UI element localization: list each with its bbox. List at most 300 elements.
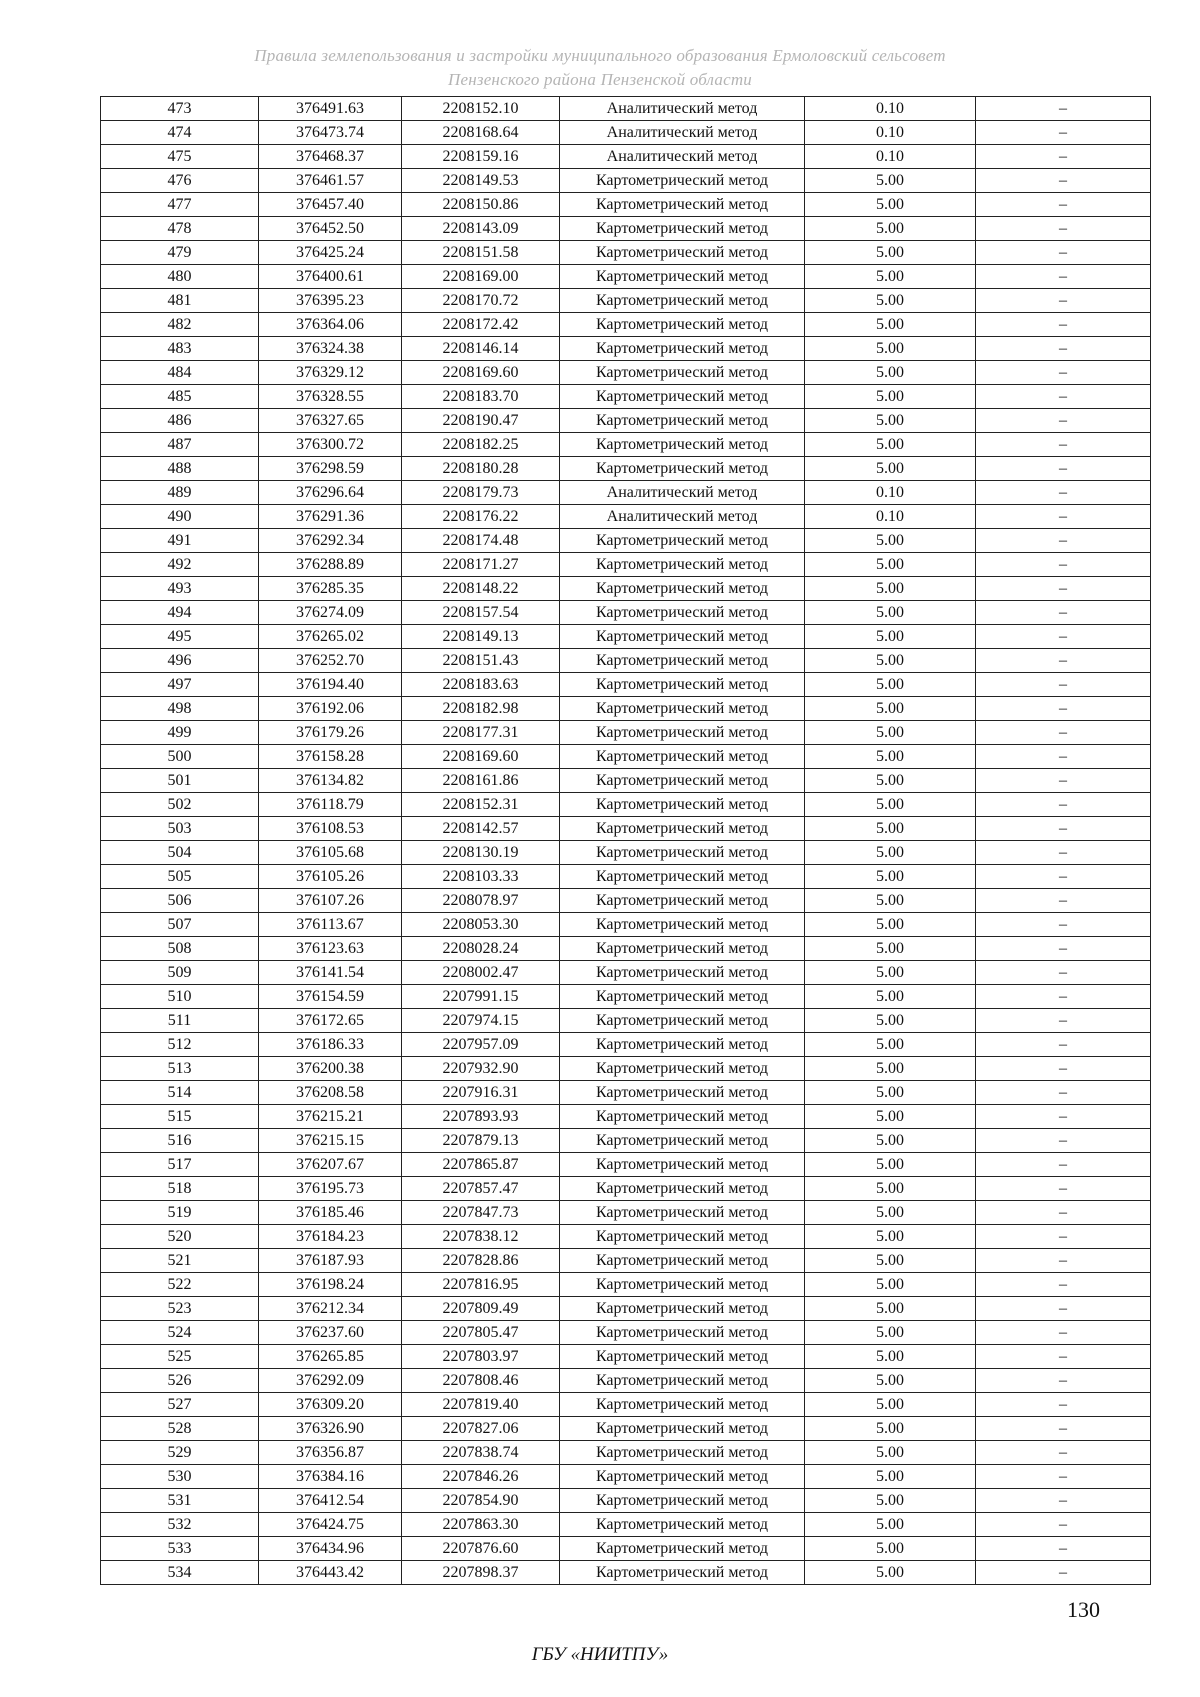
cell-coordinate-y: 2208176.22 [402,505,560,529]
cell-point-number: 485 [101,385,259,409]
table-row [101,1465,1151,1489]
cell-accuracy: 5.00 [805,793,976,817]
cell-accuracy: 5.00 [805,913,976,937]
cell-method: Картометрический метод [560,457,805,481]
page-number: 130 [1067,1597,1100,1622]
cell-coordinate-x: 376195.73 [259,1177,402,1201]
cell-coordinate-x: 376324.38 [259,337,402,361]
cell-accuracy: 5.00 [805,553,976,577]
cell-point-number: 480 [101,265,259,289]
cell-method: Картометрический метод [560,1513,805,1537]
cell-coordinate-x: 376265.02 [259,625,402,649]
cell-note: – [976,1201,1151,1225]
cell-note: – [976,1249,1151,1273]
cell-coordinate-y: 2208170.72 [402,289,560,313]
cell-coordinate-x: 376473.74 [259,121,402,145]
cell-point-number: 500 [101,745,259,769]
cell-coordinate-y: 2208169.60 [402,361,560,385]
cell-method: Картометрический метод [560,1153,805,1177]
cell-coordinate-x: 376187.93 [259,1249,402,1273]
table-row [101,745,1151,769]
table-row [101,1513,1151,1537]
cell-note: – [976,937,1151,961]
cell-coordinate-y: 2208168.64 [402,121,560,145]
cell-point-number: 523 [101,1297,259,1321]
cell-coordinate-y: 2207803.97 [402,1345,560,1369]
cell-point-number: 491 [101,529,259,553]
table-row [101,1537,1151,1561]
table-row [101,1057,1151,1081]
table-row [101,1561,1151,1585]
table-row [101,1105,1151,1129]
cell-method: Картометрический метод [560,1465,805,1489]
cell-point-number: 490 [101,505,259,529]
cell-accuracy: 5.00 [805,841,976,865]
cell-coordinate-y: 2207819.40 [402,1393,560,1417]
cell-coordinate-x: 376158.28 [259,745,402,769]
cell-note: – [976,1129,1151,1153]
cell-note: – [976,673,1151,697]
cell-note: – [976,1057,1151,1081]
cell-method: Картометрический метод [560,241,805,265]
cell-method: Картометрический метод [560,169,805,193]
cell-coordinate-x: 376395.23 [259,289,402,313]
cell-coordinate-x: 376134.82 [259,769,402,793]
cell-method: Картометрический метод [560,553,805,577]
cell-coordinate-x: 376364.06 [259,313,402,337]
table-row [101,553,1151,577]
cell-coordinate-y: 2207957.09 [402,1033,560,1057]
cell-method: Картометрический метод [560,1177,805,1201]
cell-method: Картометрический метод [560,841,805,865]
cell-note: – [976,145,1151,169]
cell-note: – [976,1273,1151,1297]
cell-accuracy: 5.00 [805,865,976,889]
cell-coordinate-y: 2207827.06 [402,1417,560,1441]
cell-coordinate-y: 2208103.33 [402,865,560,889]
cell-accuracy: 5.00 [805,193,976,217]
cell-accuracy: 5.00 [805,1009,976,1033]
cell-coordinate-x: 376292.09 [259,1369,402,1393]
cell-accuracy: 5.00 [805,1129,976,1153]
cell-note: – [976,985,1151,1009]
cell-point-number: 503 [101,817,259,841]
cell-point-number: 512 [101,1033,259,1057]
cell-method: Картометрический метод [560,961,805,985]
cell-note: – [976,529,1151,553]
cell-coordinate-y: 2208183.70 [402,385,560,409]
cell-point-number: 488 [101,457,259,481]
cell-point-number: 529 [101,1441,259,1465]
cell-point-number: 479 [101,241,259,265]
cell-method: Аналитический метод [560,481,805,505]
cell-accuracy: 0.10 [805,481,976,505]
cell-accuracy: 5.00 [805,577,976,601]
cell-coordinate-x: 376292.34 [259,529,402,553]
cell-note: – [976,1009,1151,1033]
cell-note: – [976,1177,1151,1201]
table-row [101,289,1151,313]
cell-coordinate-y: 2208180.28 [402,457,560,481]
cell-coordinate-x: 376425.24 [259,241,402,265]
cell-method: Картометрический метод [560,721,805,745]
cell-coordinate-x: 376212.34 [259,1297,402,1321]
cell-point-number: 481 [101,289,259,313]
cell-accuracy: 5.00 [805,361,976,385]
cell-method: Картометрический метод [560,985,805,1009]
cell-note: – [976,409,1151,433]
cell-accuracy: 5.00 [805,1441,976,1465]
cell-coordinate-x: 376326.90 [259,1417,402,1441]
table-row [101,1249,1151,1273]
cell-note: – [976,1105,1151,1129]
cell-note: – [976,553,1151,577]
cell-point-number: 516 [101,1129,259,1153]
cell-coordinate-y: 2207838.12 [402,1225,560,1249]
cell-accuracy: 5.00 [805,985,976,1009]
cell-coordinate-y: 2208028.24 [402,937,560,961]
cell-coordinate-x: 376215.21 [259,1105,402,1129]
cell-note: – [976,1297,1151,1321]
cell-method: Картометрический метод [560,1441,805,1465]
cell-note: – [976,385,1151,409]
cell-coordinate-y: 2207863.30 [402,1513,560,1537]
cell-method: Картометрический метод [560,1201,805,1225]
cell-method: Картометрический метод [560,1297,805,1321]
cell-note: – [976,697,1151,721]
table-row [101,529,1151,553]
cell-point-number: 521 [101,1249,259,1273]
cell-coordinate-y: 2207808.46 [402,1369,560,1393]
cell-method: Картометрический метод [560,1033,805,1057]
cell-method: Картометрический метод [560,649,805,673]
cell-method: Картометрический метод [560,913,805,937]
cell-method: Картометрический метод [560,673,805,697]
table-row [101,841,1151,865]
cell-coordinate-y: 2207974.15 [402,1009,560,1033]
table-row [101,649,1151,673]
cell-coordinate-y: 2208172.42 [402,313,560,337]
cell-point-number: 530 [101,1465,259,1489]
cell-point-number: 522 [101,1273,259,1297]
table-row [101,865,1151,889]
table-row [101,1297,1151,1321]
cell-coordinate-y: 2207893.93 [402,1105,560,1129]
cell-coordinate-x: 376424.75 [259,1513,402,1537]
cell-method: Картометрический метод [560,697,805,721]
cell-coordinate-x: 376184.23 [259,1225,402,1249]
table-row [101,121,1151,145]
cell-coordinate-y: 2208174.48 [402,529,560,553]
table-row [101,697,1151,721]
cell-accuracy: 5.00 [805,169,976,193]
cell-note: – [976,1369,1151,1393]
cell-coordinate-y: 2208143.09 [402,217,560,241]
table-row [101,169,1151,193]
cell-point-number: 476 [101,169,259,193]
cell-method: Картометрический метод [560,625,805,649]
cell-coordinate-x: 376468.37 [259,145,402,169]
table-row [101,241,1151,265]
table-row [101,1129,1151,1153]
cell-method: Картометрический метод [560,265,805,289]
cell-point-number: 498 [101,697,259,721]
cell-coordinate-y: 2208150.86 [402,193,560,217]
cell-method: Картометрический метод [560,1249,805,1273]
cell-method: Картометрический метод [560,601,805,625]
cell-point-number: 534 [101,1561,259,1585]
table-row [101,721,1151,745]
cell-method: Картометрический метод [560,1273,805,1297]
cell-point-number: 502 [101,793,259,817]
cell-point-number: 517 [101,1153,259,1177]
cell-method: Картометрический метод [560,529,805,553]
cell-point-number: 532 [101,1513,259,1537]
cell-accuracy: 5.00 [805,769,976,793]
cell-coordinate-y: 2207879.13 [402,1129,560,1153]
cell-method: Картометрический метод [560,817,805,841]
cell-note: – [976,625,1151,649]
table-row [101,769,1151,793]
cell-coordinate-x: 376192.06 [259,697,402,721]
cell-method: Картометрический метод [560,217,805,241]
cell-accuracy: 5.00 [805,1033,976,1057]
cell-point-number: 515 [101,1105,259,1129]
cell-accuracy: 5.00 [805,1513,976,1537]
cell-accuracy: 5.00 [805,1561,976,1585]
cell-note: – [976,1393,1151,1417]
cell-point-number: 527 [101,1393,259,1417]
cell-note: – [976,1225,1151,1249]
cell-coordinate-y: 2207847.73 [402,1201,560,1225]
cell-point-number: 496 [101,649,259,673]
cell-coordinate-x: 376215.15 [259,1129,402,1153]
cell-coordinate-x: 376141.54 [259,961,402,985]
cell-note: – [976,1513,1151,1537]
cell-coordinate-y: 2207898.37 [402,1561,560,1585]
table-row [101,1393,1151,1417]
cell-accuracy: 5.00 [805,937,976,961]
table-row [101,1201,1151,1225]
cell-method: Картометрический метод [560,313,805,337]
cell-coordinate-y: 2207854.90 [402,1489,560,1513]
header-line-1: Правила землепользования и застройки муниципального образования Ермоловский сельсовет [254,46,946,65]
cell-coordinate-x: 376172.65 [259,1009,402,1033]
cell-note: – [976,289,1151,313]
cell-coordinate-x: 376179.26 [259,721,402,745]
cell-note: – [976,817,1151,841]
table-row [101,97,1151,121]
cell-coordinate-x: 376309.20 [259,1393,402,1417]
cell-coordinate-x: 376461.57 [259,169,402,193]
cell-note: – [976,1417,1151,1441]
cell-note: – [976,265,1151,289]
cell-coordinate-x: 376123.63 [259,937,402,961]
cell-note: – [976,1561,1151,1585]
cell-coordinate-x: 376105.68 [259,841,402,865]
cell-point-number: 497 [101,673,259,697]
cell-note: – [976,1081,1151,1105]
cell-accuracy: 5.00 [805,1057,976,1081]
cell-note: – [976,1321,1151,1345]
cell-coordinate-x: 376154.59 [259,985,402,1009]
cell-method: Картометрический метод [560,1561,805,1585]
cell-coordinate-x: 376328.55 [259,385,402,409]
table-row [101,961,1151,985]
cell-coordinate-y: 2208053.30 [402,913,560,937]
cell-coordinate-x: 376252.70 [259,649,402,673]
cell-coordinate-x: 376105.26 [259,865,402,889]
cell-accuracy: 5.00 [805,745,976,769]
cell-method: Картометрический метод [560,1369,805,1393]
table-row [101,889,1151,913]
table-row [101,577,1151,601]
cell-accuracy: 5.00 [805,1177,976,1201]
cell-note: – [976,313,1151,337]
table-row [101,1321,1151,1345]
table-row [101,313,1151,337]
cell-method: Картометрический метод [560,1105,805,1129]
cell-coordinate-y: 2208146.14 [402,337,560,361]
cell-point-number: 511 [101,1009,259,1033]
table-row [101,937,1151,961]
cell-coordinate-x: 376274.09 [259,601,402,625]
cell-note: – [976,1153,1151,1177]
cell-point-number: 520 [101,1225,259,1249]
cell-note: – [976,745,1151,769]
cell-note: – [976,1033,1151,1057]
cell-method: Картометрический метод [560,433,805,457]
cell-coordinate-y: 2208179.73 [402,481,560,505]
cell-coordinate-y: 2207991.15 [402,985,560,1009]
cell-note: – [976,505,1151,529]
table-row [101,985,1151,1009]
cell-accuracy: 5.00 [805,697,976,721]
cell-coordinate-y: 2207865.87 [402,1153,560,1177]
cell-point-number: 531 [101,1489,259,1513]
cell-coordinate-y: 2207816.95 [402,1273,560,1297]
running-header [100,44,1100,92]
cell-accuracy: 5.00 [805,217,976,241]
cell-method: Картометрический метод [560,1489,805,1513]
cell-accuracy: 5.00 [805,1345,976,1369]
cell-method: Картометрический метод [560,409,805,433]
cell-coordinate-y: 2207809.49 [402,1297,560,1321]
cell-coordinate-y: 2208002.47 [402,961,560,985]
cell-coordinate-y: 2207838.74 [402,1441,560,1465]
cell-accuracy: 5.00 [805,1489,976,1513]
cell-accuracy: 5.00 [805,1105,976,1129]
table-row [101,361,1151,385]
cell-point-number: 492 [101,553,259,577]
cell-note: – [976,169,1151,193]
table-row [101,481,1151,505]
table-row [101,1489,1151,1513]
table-row [101,1081,1151,1105]
cell-method: Картометрический метод [560,1345,805,1369]
cell-note: – [976,601,1151,625]
cell-note: – [976,961,1151,985]
cell-method: Картометрический метод [560,865,805,889]
cell-accuracy: 5.00 [805,1201,976,1225]
cell-point-number: 483 [101,337,259,361]
cell-coordinate-x: 376265.85 [259,1345,402,1369]
cell-note: – [976,913,1151,937]
table-row [101,433,1151,457]
cell-coordinate-y: 2208177.31 [402,721,560,745]
cell-coordinate-x: 376208.58 [259,1081,402,1105]
cell-coordinate-x: 376107.26 [259,889,402,913]
cell-method: Картометрический метод [560,577,805,601]
cell-note: – [976,721,1151,745]
cell-point-number: 484 [101,361,259,385]
cell-note: – [976,361,1151,385]
cell-accuracy: 5.00 [805,1465,976,1489]
cell-accuracy: 0.10 [805,97,976,121]
cell-note: – [976,1345,1151,1369]
cell-point-number: 514 [101,1081,259,1105]
cell-coordinate-y: 2208149.53 [402,169,560,193]
cell-point-number: 493 [101,577,259,601]
cell-point-number: 489 [101,481,259,505]
cell-coordinate-y: 2208142.57 [402,817,560,841]
cell-method: Аналитический метод [560,121,805,145]
cell-coordinate-y: 2208182.98 [402,697,560,721]
cell-method: Картометрический метод [560,1009,805,1033]
cell-coordinate-x: 376207.67 [259,1153,402,1177]
cell-method: Картометрический метод [560,745,805,769]
cell-coordinate-x: 376327.65 [259,409,402,433]
cell-coordinate-x: 376329.12 [259,361,402,385]
cell-point-number: 513 [101,1057,259,1081]
cell-coordinate-x: 376113.67 [259,913,402,937]
cell-point-number: 494 [101,601,259,625]
cell-accuracy: 5.00 [805,601,976,625]
cell-coordinate-y: 2208130.19 [402,841,560,865]
cell-method: Картометрический метод [560,1081,805,1105]
cell-point-number: 507 [101,913,259,937]
cell-coordinate-y: 2208159.16 [402,145,560,169]
cell-accuracy: 5.00 [805,529,976,553]
cell-coordinate-y: 2208151.58 [402,241,560,265]
cell-method: Аналитический метод [560,505,805,529]
table-row [101,457,1151,481]
cell-method: Картометрический метод [560,769,805,793]
cell-point-number: 495 [101,625,259,649]
cell-note: – [976,841,1151,865]
cell-point-number: 508 [101,937,259,961]
cell-point-number: 478 [101,217,259,241]
cell-note: – [976,1489,1151,1513]
cell-point-number: 482 [101,313,259,337]
cell-point-number: 499 [101,721,259,745]
cell-accuracy: 5.00 [805,721,976,745]
cell-coordinate-x: 376237.60 [259,1321,402,1345]
cell-coordinate-y: 2208190.47 [402,409,560,433]
cell-point-number: 506 [101,889,259,913]
cell-note: – [976,193,1151,217]
cell-point-number: 528 [101,1417,259,1441]
cell-note: – [976,577,1151,601]
cell-method: Картометрический метод [560,1057,805,1081]
cell-coordinate-x: 376356.87 [259,1441,402,1465]
cell-accuracy: 5.00 [805,673,976,697]
cell-coordinate-x: 376186.33 [259,1033,402,1057]
cell-coordinate-x: 376108.53 [259,817,402,841]
cell-coordinate-y: 2208149.13 [402,625,560,649]
cell-point-number: 474 [101,121,259,145]
cell-note: – [976,1537,1151,1561]
